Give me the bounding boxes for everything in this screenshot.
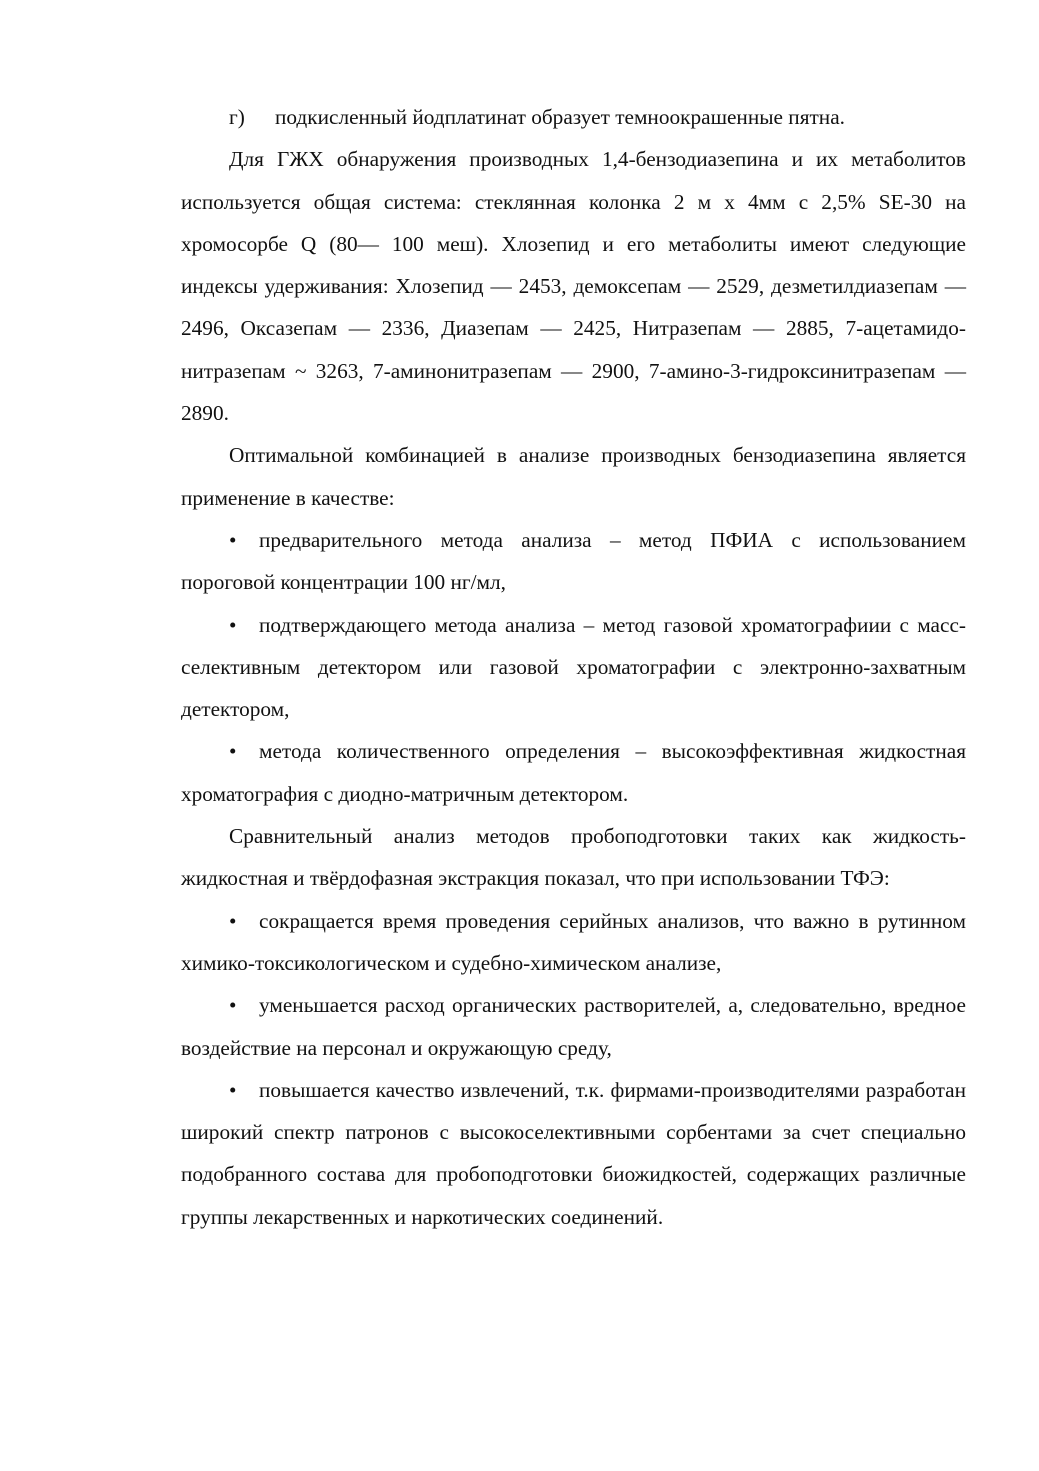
spe-list-item bbox=[181, 900, 966, 985]
spe-list-item bbox=[181, 1069, 966, 1238]
methods-list-item-text: метода количественного определения – высокоэффективная жидкостная хроматография с диодно-матричным детектором. bbox=[181, 739, 966, 806]
methods-list-item bbox=[181, 730, 966, 815]
spe-list-item bbox=[181, 984, 966, 1069]
spe-list-item-text: сокращается время проведения серийных анализов, что важно в рутинном химико-токсикологическом и судебно-химическом анализе, bbox=[181, 908, 966, 975]
bullet-icon: • bbox=[229, 1077, 237, 1102]
bullet-icon: • bbox=[229, 612, 237, 637]
methods-list-item bbox=[181, 604, 966, 731]
spe-list-item-text: повышается качество извлечений, т.к. фирмами-производителями разработан широкий спектр патронов с высокоселективными сорбентами за счет специально подобранного состава для пробоподготовки биожидкостей, содержащих различные группы лекарственных и наркотических соединений. bbox=[181, 1077, 966, 1229]
bullet-icon: • bbox=[229, 908, 237, 933]
bullet-icon: • bbox=[229, 993, 237, 1018]
paragraph-gc-intro: Для ГЖХ обнаружения производных 1,4-бензодиазепина и их метаболитов используется общая система: стеклянная колонка 2 м х 4мм с 2,5% SE-30 на хромосорбе Q (80— 100 меш). Хлозепид и его метаболиты имеют следующие индексы удерживания: Хлозепид — 2453, демоксепам — 2529, дезметилдиазепам — 2496, Оксазепам — 2336, Диазепам — 2425, Нитразепам — 2885, 7-ацетамидо-нитразепам ~ 3263, 7-аминонитразепам — 2900, 7-амино-3-гидроксинитразепам — 2890. bbox=[181, 147, 966, 426]
methods-list-item bbox=[181, 519, 966, 604]
list-marker-g: г) bbox=[229, 105, 245, 129]
methods-list-item-text: подтверждающего метода анализа – метод газовой хроматографиии с масс- селективным детектором или газовой хроматографии с электронно-захватным детектором, bbox=[181, 612, 966, 722]
paragraph-comparison-intro: Сравнительный анализ методов пробоподготовки таких как жидкость-жидкостная и твёрдофазная экстракция показал, что при использовании ТФЭ: bbox=[181, 824, 966, 891]
document-page bbox=[181, 96, 966, 1238]
spe-list-item-text: уменьшается расход органических растворителей, а, следовательно, вредное воздействие на персонал и окружающую среду, bbox=[181, 993, 966, 1060]
list-item-g-text: подкисленный йодплатинат образует темноокрашенные пятна. bbox=[275, 105, 845, 129]
bullet-icon: • bbox=[229, 527, 237, 552]
paragraph-optimal-intro: Оптимальной комбинацией в анализе производных бензодиазепина является применение в качестве: bbox=[181, 443, 966, 510]
list-item-g bbox=[181, 96, 966, 138]
methods-list-item-text: предварительного метода анализа – метод ПФИА с использованием пороговой концентрации 100 нг/мл, bbox=[181, 527, 966, 595]
bullet-icon: • bbox=[229, 739, 237, 764]
